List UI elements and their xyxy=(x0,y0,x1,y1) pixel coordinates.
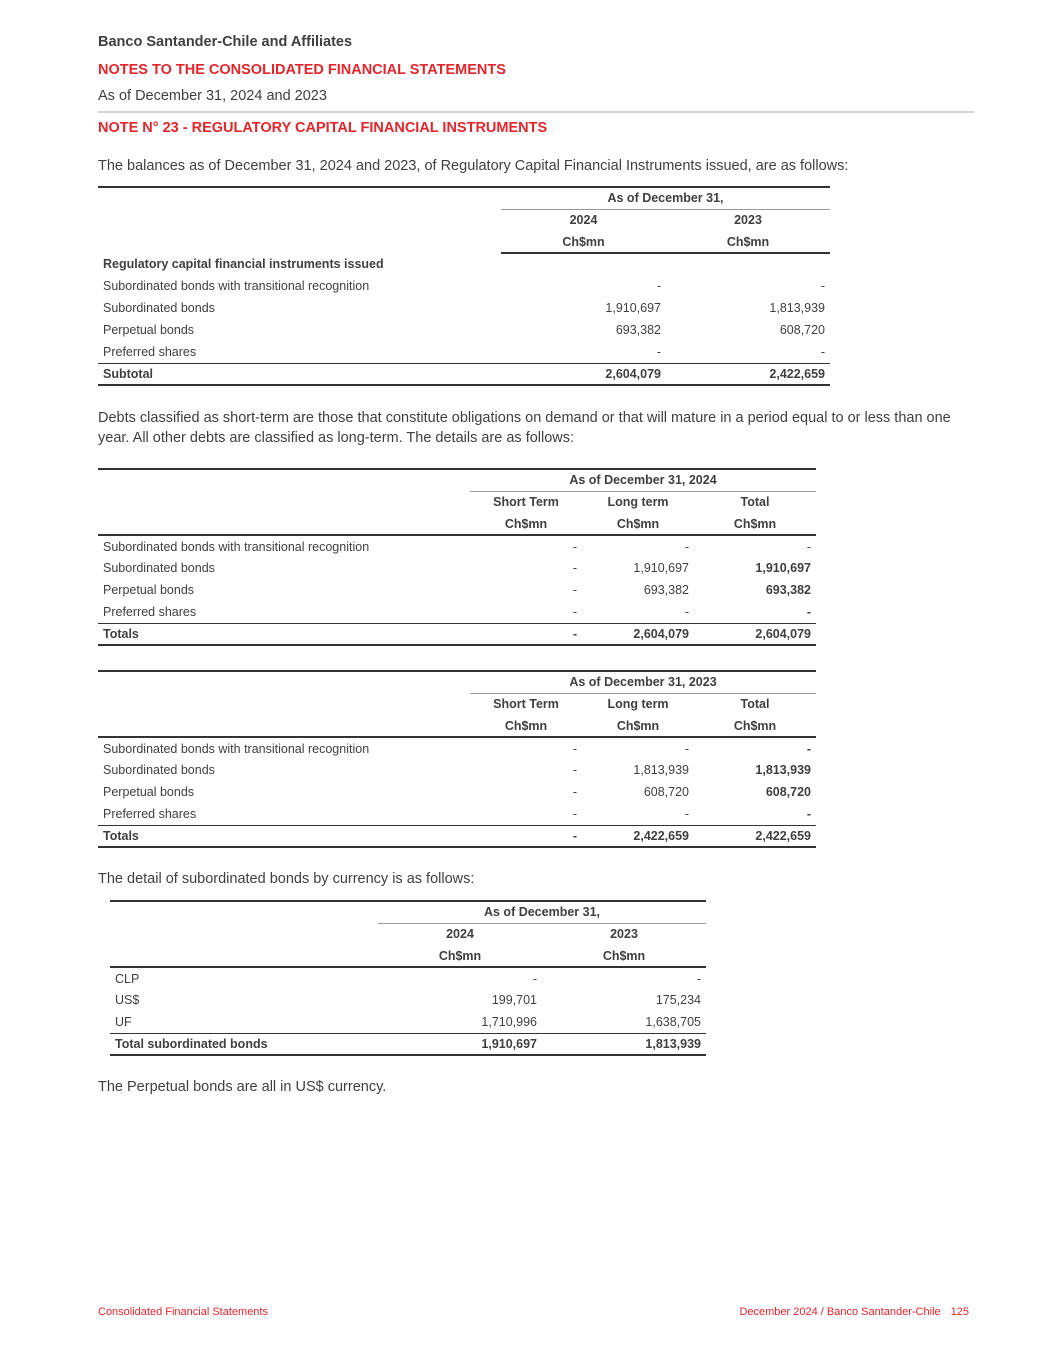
table-row xyxy=(98,297,830,319)
table-row xyxy=(110,1011,706,1033)
cell-value: - xyxy=(532,971,537,986)
cell-value: 199,701 xyxy=(491,993,537,1007)
cell-value: 1,910,697 xyxy=(605,301,661,315)
cell-value: 1,813,939 xyxy=(769,301,825,315)
regulatory-capital-table xyxy=(98,186,830,386)
cell-value: - xyxy=(572,583,577,597)
group-header: As of December 31, xyxy=(501,187,830,209)
table-row xyxy=(98,737,816,759)
cell-value: - xyxy=(572,561,577,575)
row-label: Perpetual bonds xyxy=(103,583,195,597)
table-row xyxy=(110,967,706,989)
row-label: Subordinated bonds xyxy=(103,561,215,575)
cell-value: 2,422,659 xyxy=(582,825,694,847)
cell-value: 1,710,996 xyxy=(481,1014,537,1029)
cell-value: 1,813,939 xyxy=(755,763,811,777)
table-row xyxy=(98,275,830,297)
unit-header: Ch$mn xyxy=(582,715,694,737)
table-row xyxy=(98,579,816,601)
table-row xyxy=(98,601,816,623)
unit-header: Ch$mn xyxy=(666,231,830,253)
debt-maturity-2023-table xyxy=(98,670,816,848)
row-label: Totals xyxy=(98,623,470,645)
row-label: Preferred shares xyxy=(103,344,197,359)
cell-value: - xyxy=(684,741,689,756)
cell-value: 2,422,659 xyxy=(666,363,830,385)
column-header: Short Term xyxy=(493,495,559,510)
unit-header: Ch$mn xyxy=(378,945,542,967)
cell-value: - xyxy=(656,344,661,359)
cell-value: - xyxy=(470,623,582,645)
row-label: Totals xyxy=(98,825,470,847)
cell-value: 608,720 xyxy=(779,323,825,337)
cell-value: - xyxy=(572,785,577,799)
group-header: As of December 31, 2024 xyxy=(470,469,816,491)
totals-row xyxy=(98,825,816,847)
column-header: Long term xyxy=(607,495,669,510)
row-label: Subordinated bonds with transitional recognition xyxy=(103,279,370,293)
section-label: Regulatory capital financial instruments issued xyxy=(103,257,384,271)
row-label: Perpetual bonds xyxy=(103,785,195,799)
row-label: Total subordinated bonds xyxy=(110,1033,378,1055)
totals-row xyxy=(98,623,816,645)
row-label: Subordinated bonds xyxy=(103,301,215,315)
cell-value: - xyxy=(572,741,577,756)
column-header: Long term xyxy=(607,697,669,712)
unit-header: Ch$mn xyxy=(470,715,582,737)
intro-paragraph: The balances as of December 31, 2024 and 2023, of Regulatory Capital Financial Instruments issued, are as follows: xyxy=(98,158,849,174)
table-row xyxy=(98,319,830,341)
cell-value: 2,604,079 xyxy=(501,363,666,385)
table-row xyxy=(98,781,816,803)
cell-value: 608,720 xyxy=(765,785,811,799)
cell-value: - xyxy=(656,279,661,293)
row-label: Preferred shares xyxy=(103,806,197,821)
row-label: US$ xyxy=(115,993,140,1007)
cell-value: 1,910,697 xyxy=(755,561,811,575)
cell-value: - xyxy=(684,806,689,821)
debt-maturity-2024-table xyxy=(98,468,816,646)
page-number: 125 xyxy=(950,1306,969,1318)
unit-header: Ch$mn xyxy=(582,513,694,535)
table-row xyxy=(110,989,706,1011)
cell-value: - xyxy=(696,971,701,986)
total-row xyxy=(110,1033,706,1055)
cell-value: - xyxy=(684,539,689,554)
perpetual-note: The Perpetual bonds are all in US$ currency. xyxy=(98,1079,387,1095)
notes-title: NOTES TO THE CONSOLIDATED FINANCIAL STATEMENTS xyxy=(98,62,506,78)
table-row xyxy=(98,557,816,579)
unit-header: Ch$mn xyxy=(501,231,666,253)
footer-left-label: Consolidated Financial Statements xyxy=(98,1306,268,1318)
row-label: Subordinated bonds with transitional recognition xyxy=(103,539,370,554)
unit-header: Ch$mn xyxy=(542,945,706,967)
note-title: NOTE N° 23 - REGULATORY CAPITAL FINANCIAL INSTRUMENTS xyxy=(98,120,548,136)
cell-value: - xyxy=(820,279,825,293)
cell-value: - xyxy=(684,604,689,619)
bonds-by-currency-table xyxy=(110,900,706,1056)
group-header: As of December 31, 2023 xyxy=(470,671,816,693)
cell-value: 2,604,079 xyxy=(582,623,694,645)
row-label: UF xyxy=(115,1014,132,1029)
cell-value: - xyxy=(572,604,577,619)
cell-value: - xyxy=(806,806,811,821)
table-row xyxy=(98,803,816,825)
cell-value: 2,422,659 xyxy=(694,825,816,847)
cell-value: - xyxy=(806,741,811,756)
table-row xyxy=(98,341,830,363)
cell-value: - xyxy=(470,825,582,847)
unit-header: Ch$mn xyxy=(694,513,816,535)
year-header: 2023 xyxy=(610,927,638,942)
row-label: CLP xyxy=(115,971,140,986)
year-header: 2023 xyxy=(734,213,762,228)
unit-header: Ch$mn xyxy=(470,513,582,535)
table-row xyxy=(98,759,816,781)
subtotal-row xyxy=(98,363,830,385)
cell-value: 693,382 xyxy=(643,583,689,597)
cell-value: - xyxy=(572,763,577,777)
row-label: Subordinated bonds with transitional recognition xyxy=(103,741,370,756)
cell-value: - xyxy=(820,344,825,359)
cell-value: 175,234 xyxy=(655,993,701,1007)
column-header: Total xyxy=(740,495,770,510)
footer-right-label: December 2024 / Banco Santander-Chile xyxy=(739,1306,941,1318)
cell-value: 693,382 xyxy=(765,583,811,597)
column-header: Total xyxy=(740,697,770,712)
cell-value: - xyxy=(572,806,577,821)
group-header: As of December 31, xyxy=(378,901,706,923)
column-header: Short Term xyxy=(493,697,559,712)
cell-value: 1,813,939 xyxy=(633,763,689,777)
row-label: Preferred shares xyxy=(103,604,197,619)
row-label: Perpetual bonds xyxy=(103,323,195,337)
year-header: 2024 xyxy=(569,213,598,228)
cell-value: - xyxy=(806,539,811,554)
year-header: 2024 xyxy=(446,927,474,942)
unit-header: Ch$mn xyxy=(694,715,816,737)
company-name: Banco Santander-Chile and Affiliates xyxy=(98,34,353,50)
footer-right xyxy=(739,1306,969,1318)
debts-paragraph: Debts classified as short-term are those that constitute obligations on demand or that will mature in a period equal to or less than one year. All other debts are classified as long-term. The details are as follows: xyxy=(98,410,951,446)
table-row xyxy=(98,535,816,557)
cell-value: 608,720 xyxy=(643,785,689,799)
cell-value: - xyxy=(572,539,577,554)
as-of-date: As of December 31, 2024 and 2023 xyxy=(98,88,327,104)
currency-intro: The detail of subordinated bonds by currency is as follows: xyxy=(98,871,475,887)
cell-value: 2,604,079 xyxy=(694,623,816,645)
cell-value: 1,910,697 xyxy=(378,1033,542,1055)
cell-value: - xyxy=(806,604,811,619)
cell-value: 1,910,697 xyxy=(633,561,689,575)
table-row xyxy=(98,253,830,275)
cell-value: 693,382 xyxy=(615,323,661,337)
cell-value: 1,638,705 xyxy=(645,1014,701,1029)
row-label: Subtotal xyxy=(98,363,501,385)
header-divider xyxy=(98,111,974,113)
cell-value: 1,813,939 xyxy=(542,1033,706,1055)
row-label: Subordinated bonds xyxy=(103,763,215,777)
